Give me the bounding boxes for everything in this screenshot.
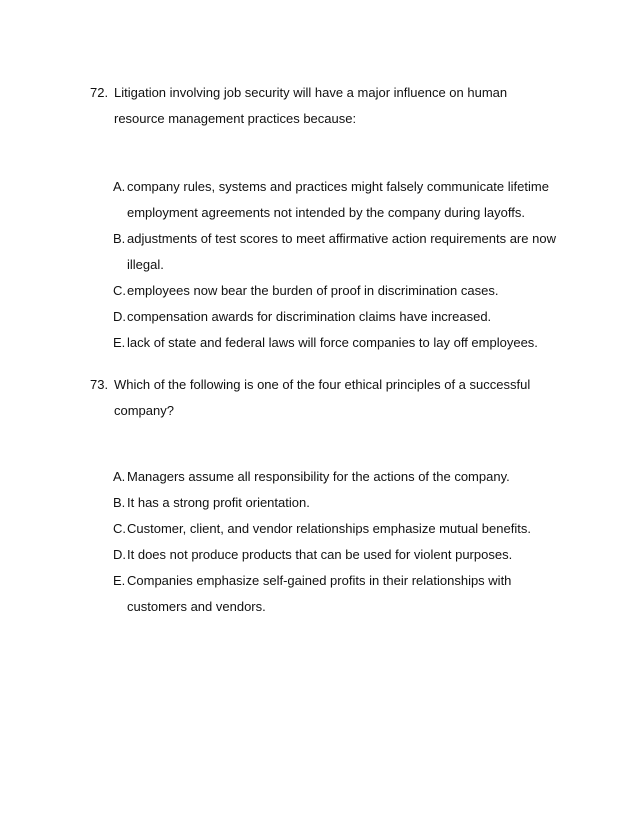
option-b (113, 226, 560, 278)
question-73 (90, 372, 560, 620)
question-text: Which of the following is one of the four ethical principles of a successful company? (114, 377, 531, 418)
question-72 (90, 80, 560, 356)
option-letter: C. (113, 521, 126, 536)
option-text: Customer, client, and vendor relationships emphasize mutual benefits. (127, 521, 531, 536)
option-d (113, 542, 560, 568)
option-text: It has a strong profit orientation. (127, 495, 310, 510)
option-text: Companies emphasize self-gained profits in their relationships with customers and vendors. (127, 573, 512, 614)
option-letter: B. (113, 495, 126, 510)
option-letter: E. (113, 573, 126, 588)
option-letter: A. (113, 469, 126, 484)
option-letter: A. (113, 179, 126, 194)
option-text: Managers assume all responsibility for the actions of the company. (127, 469, 510, 484)
option-c (113, 516, 560, 542)
question-stem (90, 80, 560, 132)
option-e (113, 330, 560, 356)
option-letter: D. (113, 309, 126, 324)
option-a (113, 174, 560, 226)
option-text: It does not produce products that can be used for violent purposes. (127, 547, 513, 562)
answer-options (90, 174, 560, 356)
option-text: adjustments of test scores to meet affirmative action requirements are now illegal. (127, 231, 556, 272)
answer-options (90, 464, 560, 620)
option-letter: D. (113, 547, 126, 562)
option-d (113, 304, 560, 330)
option-text: lack of state and federal laws will force companies to lay off employees. (127, 335, 538, 350)
question-stem (90, 372, 560, 424)
option-text: company rules, systems and practices might falsely communicate lifetime employment agreements not intended by the company during layoffs. (127, 179, 549, 220)
option-letter: B. (113, 231, 126, 246)
question-text: Litigation involving job security will have a major influence on human resource management practices because: (114, 85, 508, 126)
option-b (113, 490, 560, 516)
question-number: 73. (90, 377, 109, 392)
option-a (113, 464, 560, 490)
option-letter: E. (113, 335, 126, 350)
question-number: 72. (90, 85, 109, 100)
option-c (113, 278, 560, 304)
option-text: employees now bear the burden of proof in discrimination cases. (127, 283, 499, 298)
option-text: compensation awards for discrimination claims have increased. (127, 309, 492, 324)
option-e (113, 568, 560, 620)
option-letter: C. (113, 283, 126, 298)
